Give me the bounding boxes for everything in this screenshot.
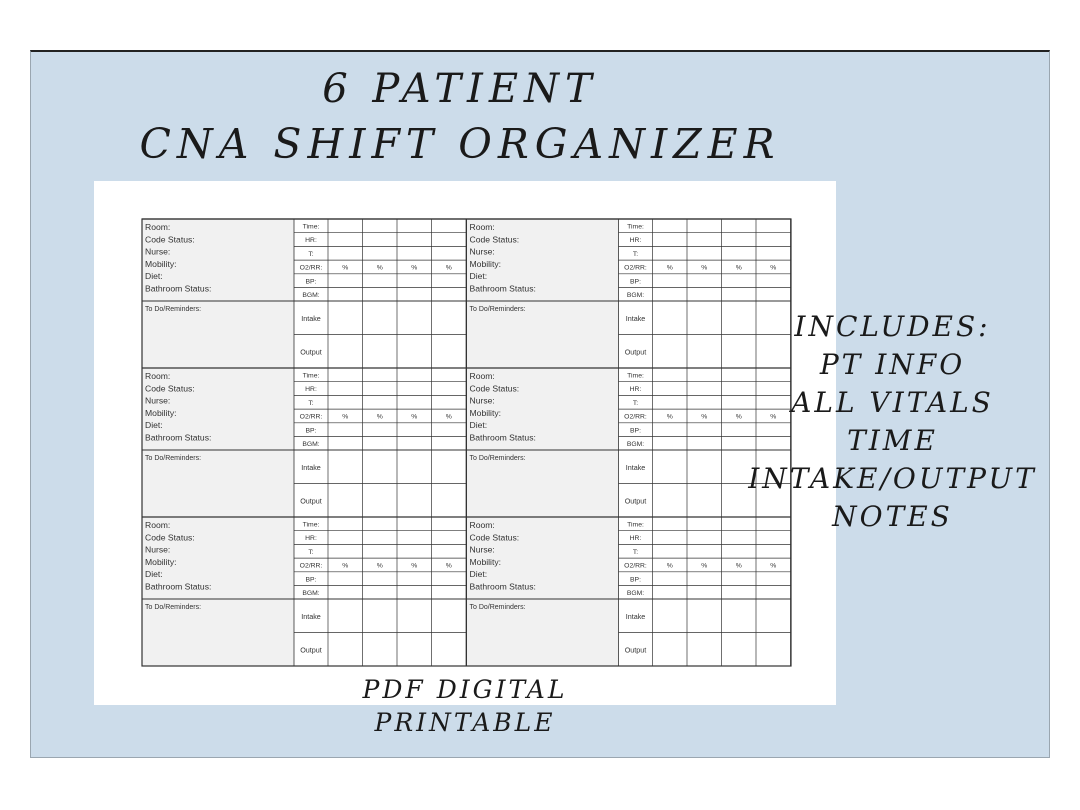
vital-label: Time: — [302, 372, 320, 380]
vital-label: Time: — [302, 521, 320, 529]
vital-label: BGM: — [302, 441, 320, 448]
patient-info-label: Code Status: — [145, 532, 195, 543]
output-label: Output — [624, 347, 647, 357]
patient-info-label: Bathroom Status: — [145, 283, 212, 294]
vital-label: HR: — [305, 386, 317, 394]
intake-label: Intake — [625, 462, 646, 472]
patient-info-label: Mobility: — [469, 556, 502, 567]
vital-label: BP: — [630, 427, 641, 435]
percent-mark: % — [411, 562, 418, 570]
percent-mark: % — [770, 413, 777, 421]
todo-label: To Do/Reminders: — [469, 455, 526, 462]
output-label: Output — [624, 496, 647, 506]
vital-label: BP: — [305, 427, 317, 435]
patient-info-label: Bathroom Status: — [469, 581, 536, 592]
percent-mark: % — [666, 562, 673, 570]
vital-label: HR: — [629, 237, 642, 245]
vital-label: T: — [308, 250, 314, 258]
patient-info-label: Nurse: — [145, 544, 171, 555]
patient-info-label: Nurse: — [469, 395, 495, 406]
patient-info-label: Code Status: — [469, 532, 520, 543]
percent-mark: % — [770, 562, 777, 570]
percent-mark: % — [701, 413, 708, 421]
output-label: Output — [624, 645, 647, 655]
patient-info-label: Mobility: — [145, 407, 177, 418]
intake-label: Intake — [301, 462, 321, 472]
intake-label: Intake — [301, 611, 321, 621]
footer-line-1: PDF DIGITAL — [362, 675, 568, 704]
patient-info-label: Room: — [145, 520, 171, 530]
includes-item-time: TIME — [847, 424, 938, 457]
intake-label: Intake — [625, 611, 646, 621]
vital-label: BGM: — [302, 590, 320, 597]
intake-label: Intake — [625, 313, 646, 323]
vital-label: Time: — [627, 521, 644, 529]
includes-item-all-vitals: ALL VITALS — [791, 386, 994, 419]
vital-label: BP: — [630, 576, 641, 584]
vital-label: O2/RR: — [624, 264, 647, 272]
patient-info-label: Code Status: — [469, 383, 520, 394]
title-line-2: CNA SHIFT ORGANIZER — [139, 120, 781, 168]
patient-info-label: Bathroom Status: — [145, 432, 212, 443]
vital-label: T: — [632, 548, 639, 556]
patient-info-label: Diet: — [469, 271, 488, 282]
vital-label: HR: — [305, 237, 317, 245]
percent-mark: % — [342, 562, 349, 570]
percent-mark: % — [342, 413, 349, 421]
todo-label: To Do/Reminders: — [145, 455, 202, 462]
vital-label: O2/RR: — [624, 562, 647, 570]
todo-label: To Do/Reminders: — [469, 306, 526, 313]
includes-item-pt-info: PT INFO — [819, 348, 966, 381]
percent-mark: % — [445, 264, 452, 272]
vital-label: HR: — [305, 535, 317, 543]
percent-mark: % — [701, 562, 708, 570]
vital-label: T: — [308, 548, 314, 556]
todo-label: To Do/Reminders: — [145, 306, 202, 313]
vital-label: Time: — [627, 223, 644, 231]
percent-mark: % — [666, 264, 673, 272]
percent-mark: % — [735, 562, 742, 570]
patient-info-label: Nurse: — [145, 246, 171, 257]
includes-item-notes: NOTES — [832, 500, 953, 533]
intake-label: Intake — [301, 313, 321, 323]
patient-info-label: Code Status: — [469, 234, 520, 245]
vital-label: BGM: — [302, 292, 320, 299]
vital-label: T: — [632, 399, 639, 407]
vital-label: BGM: — [626, 292, 645, 299]
patient-info-label: Bathroom Status: — [469, 283, 536, 294]
patient-info-label: Diet: — [145, 271, 163, 282]
vital-label: O2/RR: — [299, 562, 323, 570]
title-line-1: 6 PATIENT — [322, 66, 598, 112]
vital-label: BGM: — [626, 441, 645, 448]
patient-info-label: Mobility: — [469, 258, 502, 269]
patient-info-label: Bathroom Status: — [145, 581, 212, 592]
percent-mark: % — [735, 413, 742, 421]
patient-info-label: Diet: — [145, 420, 163, 431]
patient-info-label: Nurse: — [469, 544, 495, 555]
percent-mark: % — [701, 264, 708, 272]
vital-label: Time: — [627, 372, 644, 380]
percent-mark: % — [411, 264, 418, 272]
vital-label: O2/RR: — [299, 413, 323, 421]
vital-label: O2/RR: — [299, 264, 323, 272]
patient-info-label: Code Status: — [145, 383, 195, 394]
percent-mark: % — [376, 562, 383, 570]
patient-info-label: Nurse: — [469, 246, 495, 257]
vital-label: T: — [308, 399, 314, 407]
output-label: Output — [300, 347, 322, 357]
patient-info-label: Bathroom Status: — [469, 432, 536, 443]
patient-info-label: Mobility: — [145, 556, 177, 567]
includes-item-intake-output: INTAKE/OUTPUT — [748, 462, 1037, 495]
vital-label: BP: — [305, 576, 317, 584]
patient-info-label: Room: — [145, 222, 171, 232]
patient-info-label: Room: — [469, 222, 495, 232]
output-label: Output — [300, 496, 322, 506]
todo-label: To Do/Reminders: — [145, 604, 202, 611]
includes-heading: INCLUDES: — [794, 310, 991, 343]
vital-label: HR: — [629, 386, 642, 394]
percent-mark: % — [342, 264, 349, 272]
vital-label: HR: — [629, 535, 642, 543]
percent-mark: % — [376, 413, 383, 421]
percent-mark: % — [445, 413, 452, 421]
percent-mark: % — [445, 562, 452, 570]
output-label: Output — [300, 645, 322, 655]
patient-info-label: Diet: — [469, 569, 488, 580]
percent-mark: % — [770, 264, 777, 272]
organizer-sheet-preview — [94, 181, 836, 705]
vital-label: T: — [632, 250, 639, 258]
percent-mark: % — [376, 264, 383, 272]
percent-mark: % — [666, 413, 673, 421]
patient-info-label: Room: — [469, 371, 495, 381]
vital-label: O2/RR: — [624, 413, 647, 421]
organizer-form — [94, 181, 836, 705]
todo-label: To Do/Reminders: — [469, 604, 526, 611]
patient-info-label: Diet: — [469, 420, 488, 431]
percent-mark: % — [411, 413, 418, 421]
vital-label: BGM: — [626, 590, 645, 597]
vital-label: BP: — [630, 278, 641, 286]
percent-mark: % — [735, 264, 742, 272]
patient-info-label: Mobility: — [469, 407, 502, 418]
patient-info-label: Nurse: — [145, 395, 171, 406]
patient-info-label: Room: — [145, 371, 171, 381]
patient-info-label: Room: — [469, 520, 495, 530]
patient-info-label: Diet: — [145, 569, 163, 580]
patient-info-label: Code Status: — [145, 234, 195, 245]
patient-info-label: Mobility: — [145, 258, 177, 269]
vital-label: BP: — [305, 278, 317, 286]
vital-label: Time: — [302, 223, 320, 231]
footer-line-2: PRINTABLE — [374, 708, 556, 737]
